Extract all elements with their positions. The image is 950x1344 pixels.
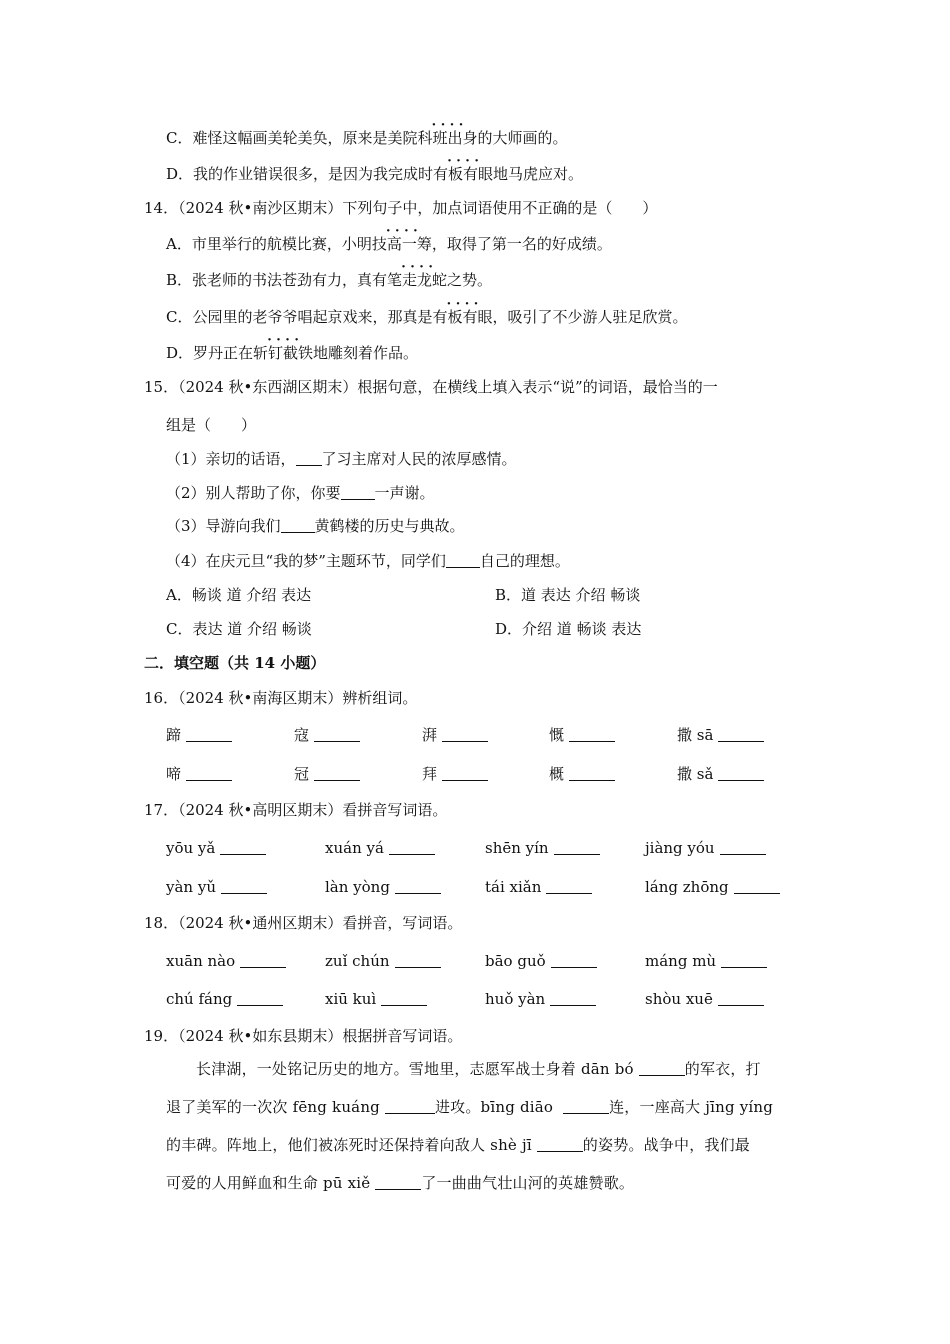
q14-stem: 14．（2024 秋•南沙区期末）下列句子中，加点词语使用不正确的是（ ） — [144, 199, 658, 217]
q13-option-c-text-end: 的大师画的。 — [477, 129, 568, 147]
q16-label: 撒 sā — [677, 726, 714, 744]
q15-s3-blank[interactable] — [281, 516, 315, 533]
q15-s3-text-end: 黄鹤楼的历史与典故。 — [314, 517, 465, 535]
q16-item — [549, 725, 615, 745]
q19-blank-2[interactable] — [385, 1097, 435, 1114]
q15-s4-blank[interactable] — [446, 551, 480, 568]
q16-item — [422, 764, 488, 784]
section-heading: 二．填空题（共 14 小题） — [144, 654, 326, 672]
q15-stem-line1: 15．（2024 秋•东西湖区期末）根据句意，在横线上填入表示“说”的词语，最恰当的一 — [144, 378, 718, 396]
q18-label: xiū kuì — [325, 990, 377, 1008]
q14-option-b-text: B．张老师的书法苍劲有力，真有 — [166, 271, 388, 289]
q15-s2-text: （2）别人帮助了你，你要 — [166, 484, 341, 502]
q17-item — [485, 838, 600, 858]
q16-answer-blank[interactable] — [186, 764, 232, 781]
q18-item — [325, 989, 427, 1009]
q18-item — [485, 989, 596, 1009]
q16-item — [166, 764, 232, 784]
q16-label: 蹄 — [166, 726, 182, 744]
q19-text-8: 可爱的人用鲜血和生命 pū xiě — [166, 1174, 371, 1192]
q16-answer-blank[interactable] — [442, 725, 488, 742]
q17-answer-blank[interactable] — [720, 838, 766, 855]
q16-item — [677, 764, 764, 784]
q16-answer-blank[interactable] — [718, 764, 764, 781]
q14-option-d-text: D．罗丹正在 — [166, 344, 254, 362]
q13-option-c-emphasis: · · · · 科班出身 — [417, 128, 477, 148]
q18-item — [166, 951, 286, 971]
q15-option-d[interactable]: D．介绍 道 畅谈 表达 — [495, 620, 642, 638]
q16-label: 湃 — [422, 726, 438, 744]
q15-option-b[interactable]: B．道 表达 介绍 畅谈 — [495, 586, 641, 604]
q16-item — [294, 764, 360, 784]
q16-item — [294, 725, 360, 745]
q17-answer-blank[interactable] — [220, 838, 266, 855]
q19-text-7: 的姿势。战争中，我们最 — [582, 1136, 750, 1154]
q16-label: 拜 — [422, 765, 438, 783]
q13-option-d-text: D．我的作业错误很多，是因为我完成时 — [166, 165, 434, 183]
q18-label: máng mù — [645, 952, 717, 970]
q14-option-b-emphasis: · · · · 笔走龙蛇 — [387, 270, 447, 290]
q17-label: làn yòng — [325, 878, 390, 896]
q15-s4-text-end: 自己的理想。 — [479, 552, 570, 570]
q16-label: 撒 sǎ — [677, 765, 714, 783]
q17-answer-blank[interactable] — [395, 877, 441, 894]
q13-option-c[interactable] — [166, 128, 568, 148]
q14-option-a[interactable] — [166, 234, 612, 254]
q19-blank-4[interactable] — [537, 1135, 583, 1152]
q18-item — [325, 951, 441, 971]
q18-answer-blank[interactable] — [550, 989, 596, 1006]
q18-answer-blank[interactable] — [237, 989, 283, 1006]
q16-label: 慨 — [549, 726, 565, 744]
q15-sentence-4 — [166, 551, 570, 571]
q15-option-a[interactable]: A．畅谈 道 介绍 表达 — [166, 586, 312, 604]
q16-answer-blank[interactable] — [314, 725, 360, 742]
q15-s1-text: （1）亲切的话语， — [166, 450, 296, 468]
q15-stem-line2: 组是（ ） — [166, 416, 257, 434]
q14-option-d[interactable] — [166, 343, 418, 363]
q19-text-4: 进攻。bīng diāo — [434, 1098, 554, 1116]
q19-blank-1[interactable] — [639, 1059, 685, 1076]
q14-option-d-text-end: 地雕刻着作品。 — [313, 344, 419, 362]
q19-text-3: 退了美军的一次次 fēng kuáng — [166, 1098, 380, 1116]
q17-label: láng zhōng — [645, 878, 729, 896]
q19-blank-3[interactable] — [563, 1097, 609, 1114]
q14-option-d-emphasis: · · · · 斩钉截铁 — [253, 343, 313, 363]
q14-option-b[interactable] — [166, 270, 492, 290]
q15-sentence-1 — [166, 449, 517, 469]
q17-item — [166, 838, 266, 858]
q14-option-a-text: A．市里举行的航模比赛，小明 — [166, 235, 372, 253]
q17-label: jiàng yóu — [645, 839, 715, 857]
q14-option-c-emphasis: · · · · 有板有眼 — [432, 307, 492, 327]
q15-sentence-2 — [166, 483, 435, 503]
q15-option-c[interactable]: C．表达 道 介绍 畅谈 — [166, 620, 312, 638]
q18-item — [645, 951, 767, 971]
q18-label: shòu xuē — [645, 990, 713, 1008]
q19-stem: 19．（2024 秋•如东县期末）根据拼音写词语。 — [144, 1027, 463, 1045]
q17-item — [645, 877, 780, 897]
q16-label: 啼 — [166, 765, 182, 783]
q15-s2-blank[interactable] — [341, 483, 375, 500]
q18-answer-blank[interactable] — [551, 951, 597, 968]
q18-label: xuān nào — [166, 952, 236, 970]
q17-label: shēn yín — [485, 839, 549, 857]
q18-answer-blank[interactable] — [395, 951, 441, 968]
q15-s1-text-end: 了习主席对人民的浓厚感情。 — [321, 450, 517, 468]
q18-label: chú fáng — [166, 990, 233, 1008]
q18-answer-blank[interactable] — [381, 989, 427, 1006]
q17-item — [485, 877, 592, 897]
q14-option-c-text-end: ，吸引了不少游人驻足欣赏。 — [492, 308, 688, 326]
q17-answer-blank[interactable] — [389, 838, 435, 855]
q17-label: tái xiǎn — [485, 878, 542, 896]
q18-stem: 18．（2024 秋•通州区期末）看拼音，写词语。 — [144, 914, 463, 932]
q16-answer-blank[interactable] — [442, 764, 488, 781]
q18-item — [485, 951, 597, 971]
q14-option-c-text: C．公园里的老爷爷唱起京戏来，那真是 — [166, 308, 433, 326]
q16-label: 寇 — [294, 726, 310, 744]
q19-blank-5[interactable] — [375, 1173, 421, 1190]
q18-answer-blank[interactable] — [240, 951, 286, 968]
q13-option-d-emphasis: · · · · 有板有眼 — [433, 164, 493, 184]
q16-item — [166, 725, 232, 745]
q16-item — [677, 725, 764, 745]
q19-passage — [166, 1050, 806, 1202]
q16-answer-blank[interactable] — [569, 764, 615, 781]
q18-item — [645, 989, 764, 1009]
q14-option-c[interactable] — [166, 307, 688, 327]
q13-option-c-text: C．难怪这幅画美轮美奂，原来是美院 — [166, 129, 418, 147]
q19-text-2: 的军衣，打 — [684, 1060, 761, 1078]
q14-option-b-text-end: 之势。 — [447, 271, 493, 289]
q18-label: zuǐ chún — [325, 952, 390, 970]
q16-answer-blank[interactable] — [186, 725, 232, 742]
q17-label: yōu yǎ — [166, 839, 216, 857]
q18-answer-blank[interactable] — [718, 989, 764, 1006]
q13-option-d-text-end: 地马虎应对。 — [493, 165, 584, 183]
q19-text-5: 连，一座高大 jīng yíng — [609, 1098, 774, 1116]
q17-item — [325, 877, 441, 897]
q16-label: 冠 — [294, 765, 310, 783]
q17-label: yàn yǔ — [166, 878, 216, 896]
q17-item — [166, 877, 267, 897]
q16-answer-blank[interactable] — [718, 725, 764, 742]
q15-sentence-3 — [166, 516, 465, 536]
q18-label: huǒ yàn — [485, 990, 546, 1008]
q16-item — [549, 764, 615, 784]
q16-label: 概 — [549, 765, 565, 783]
q15-s4-text: （4）在庆元旦“我的梦”主题环节，同学们 — [166, 552, 446, 570]
q14-option-a-text-end: ，取得了第一名的好成绩。 — [431, 235, 612, 253]
q17-answer-blank[interactable] — [554, 838, 600, 855]
q17-answer-blank[interactable] — [221, 877, 267, 894]
q15-s3-text: （3）导游向我们 — [166, 517, 281, 535]
q16-item — [422, 725, 488, 745]
q13-option-d[interactable] — [166, 164, 583, 184]
q17-item — [645, 838, 766, 858]
q19-text-1: 长津湖，一处铭记历史的地方。雪地里，志愿军战士身着 dān bó — [196, 1060, 634, 1078]
q18-item — [166, 989, 283, 1009]
q15-s2-text-end: 一声谢。 — [374, 484, 435, 502]
q17-answer-blank[interactable] — [734, 877, 780, 894]
q19-text-9: 了一曲曲气壮山河的英雄赞歌。 — [421, 1174, 635, 1192]
q15-s1-blank[interactable] — [296, 449, 322, 466]
q14-option-a-emphasis: · · · · 技高一筹 — [372, 234, 432, 254]
q17-label: xuán yá — [325, 839, 384, 857]
q16-stem: 16．（2024 秋•南海区期末）辨析组词。 — [144, 689, 418, 707]
q17-item — [325, 838, 435, 858]
q17-stem: 17．（2024 秋•高明区期末）看拼音写词语。 — [144, 801, 448, 819]
q18-answer-blank[interactable] — [721, 951, 767, 968]
q19-text-6: 的丰碑。阵地上，他们被冻死时还保持着向敌人 shè jī — [166, 1136, 532, 1154]
q17-answer-blank[interactable] — [546, 877, 592, 894]
q16-answer-blank[interactable] — [314, 764, 360, 781]
q18-label: bāo guǒ — [485, 952, 546, 970]
q16-answer-blank[interactable] — [569, 725, 615, 742]
